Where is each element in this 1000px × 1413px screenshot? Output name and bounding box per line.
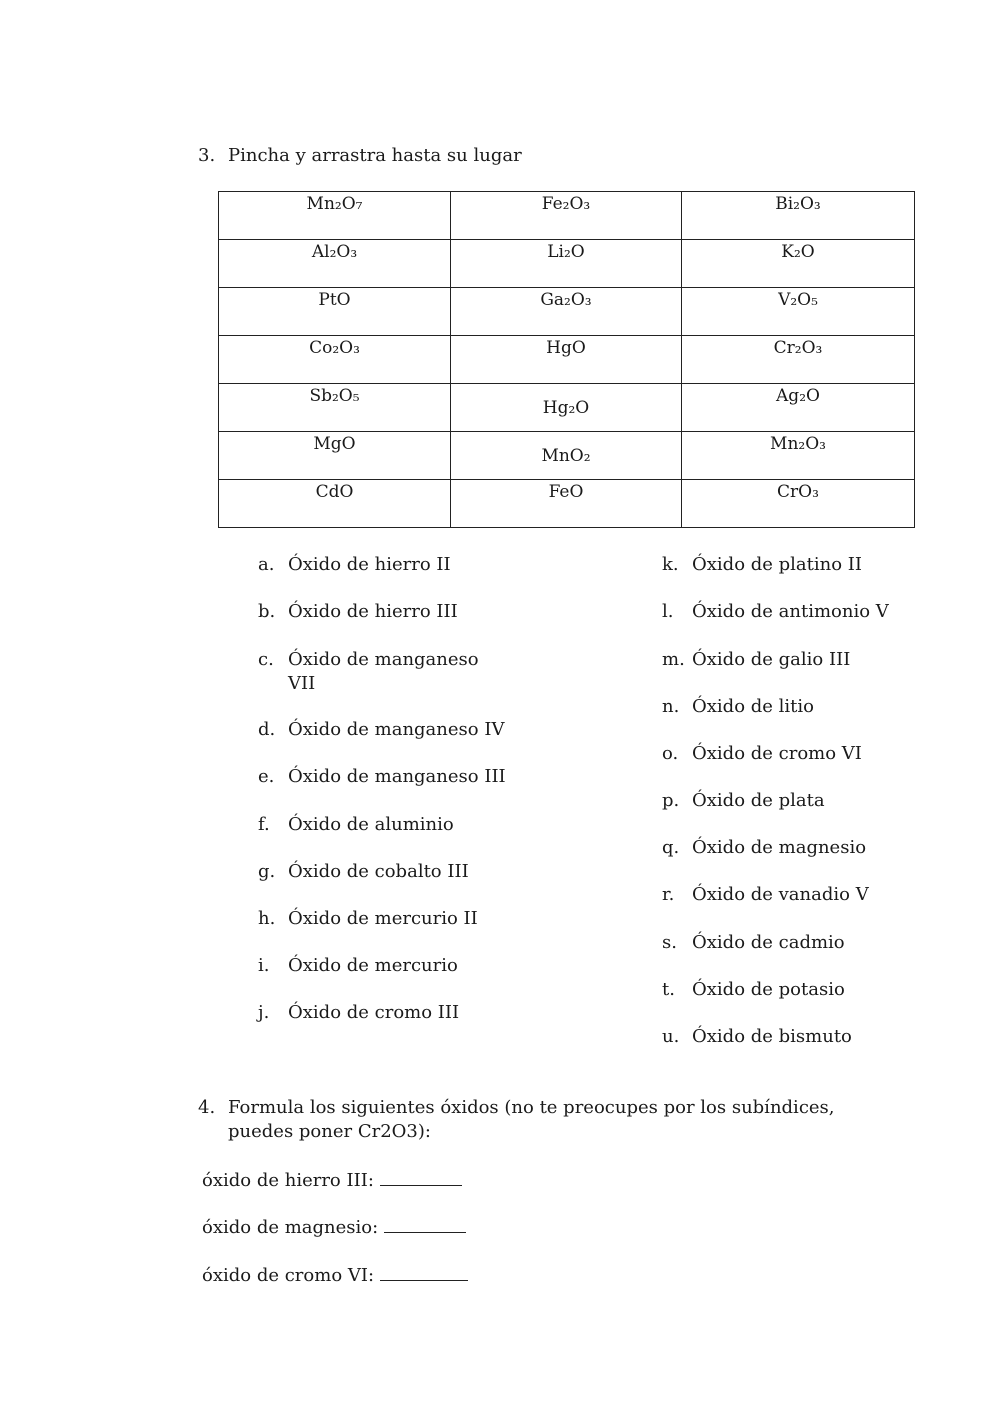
- option-text: Óxido de antimonio V: [692, 601, 889, 622]
- formula-cell[interactable]: Ag₂O: [682, 384, 915, 432]
- table-row: [219, 432, 915, 480]
- option-item-e[interactable]: e. Óxido de manganeso III: [258, 766, 506, 787]
- formula-cell[interactable]: MgO: [219, 432, 451, 480]
- option-text: Óxido de aluminio: [288, 814, 454, 835]
- formula-cell[interactable]: Li₂O: [451, 240, 682, 288]
- table-row: [219, 480, 915, 528]
- option-item-p[interactable]: p. Óxido de plata: [662, 790, 825, 811]
- formula-cell[interactable]: MnO₂: [451, 432, 682, 480]
- option-text: Óxido de cromo III: [288, 1002, 460, 1023]
- option-text: Óxido de cadmio: [692, 932, 845, 953]
- option-text: Óxido de magnesio: [692, 837, 867, 858]
- option-text: Óxido de litio: [692, 696, 814, 717]
- prompt-magnesio: [202, 1214, 466, 1240]
- option-item-j[interactable]: j. Óxido de cromo III: [258, 1002, 460, 1023]
- formula-table: [218, 191, 915, 528]
- option-item-r[interactable]: r. Óxido de vanadio V: [662, 884, 869, 905]
- option-text: Óxido de galio III: [692, 649, 851, 670]
- option-text: Óxido de manganeso IV: [288, 719, 505, 740]
- formula-cell[interactable]: CrO₃: [682, 480, 915, 528]
- question-4-number: 4.: [198, 1097, 216, 1118]
- prompt-hierro-iii: [202, 1167, 462, 1193]
- prompt-cromo-vi: [202, 1262, 468, 1288]
- option-text: Óxido de cromo VI: [692, 743, 862, 764]
- formula-cell[interactable]: K₂O: [682, 240, 915, 288]
- option-text: Óxido de vanadio V: [692, 884, 869, 905]
- formula-cell[interactable]: HgO: [451, 336, 682, 384]
- formula-cell[interactable]: Al₂O₃: [219, 240, 451, 288]
- table-row: [219, 192, 915, 240]
- formula-cell[interactable]: FeO: [451, 480, 682, 528]
- formula-cell[interactable]: Mn₂O₇: [219, 192, 451, 240]
- option-text: Óxido de hierro III: [288, 601, 458, 622]
- formula-cell[interactable]: Bi₂O₃: [682, 192, 915, 240]
- option-item-l[interactable]: l. Óxido de antimonio V: [662, 601, 889, 622]
- formula-cell[interactable]: CdO: [219, 480, 451, 528]
- option-item-m[interactable]: m. Óxido de galio III: [662, 649, 851, 670]
- option-item-t[interactable]: t. Óxido de potasio: [662, 979, 845, 1000]
- formula-cell[interactable]: Sb₂O₅: [219, 384, 451, 432]
- question-4-heading: [198, 1096, 878, 1144]
- question-3-number: 3.: [198, 145, 216, 166]
- option-item-o[interactable]: o. Óxido de cromo VI: [662, 743, 862, 764]
- option-text: Óxido de manganeso III: [288, 766, 506, 787]
- table-row: [219, 288, 915, 336]
- question-4-text: Formula los siguientes óxidos (no te preocupes por los subíndices, puedes poner Cr2O3):: [228, 1097, 835, 1142]
- answer-blank[interactable]: [380, 1167, 462, 1186]
- option-item-d[interactable]: d. Óxido de manganeso IV: [258, 719, 505, 740]
- option-item-u[interactable]: u. Óxido de bismuto: [662, 1026, 852, 1047]
- option-text: Óxido de manganeso VII: [288, 649, 479, 694]
- formula-cell[interactable]: Fe₂O₃: [451, 192, 682, 240]
- prompt-label: óxido de magnesio:: [202, 1217, 379, 1238]
- option-item-f[interactable]: f. Óxido de aluminio: [258, 814, 454, 835]
- option-item-g[interactable]: g. Óxido de cobalto III: [258, 861, 469, 882]
- option-text: Óxido de cobalto III: [288, 861, 469, 882]
- prompt-label: óxido de cromo VI:: [202, 1265, 375, 1286]
- option-item-h[interactable]: h. Óxido de mercurio II: [258, 908, 478, 929]
- formula-cell[interactable]: Cr₂O₃: [682, 336, 915, 384]
- option-text: Óxido de mercurio: [288, 955, 458, 976]
- option-text: Óxido de bismuto: [692, 1026, 852, 1047]
- formula-cell[interactable]: Co₂O₃: [219, 336, 451, 384]
- option-text: Óxido de plata: [692, 790, 825, 811]
- table-row: [219, 336, 915, 384]
- formula-cell[interactable]: PtO: [219, 288, 451, 336]
- option-item-i[interactable]: i. Óxido de mercurio: [258, 955, 458, 976]
- option-text: Óxido de potasio: [692, 979, 845, 1000]
- option-item-q[interactable]: q. Óxido de magnesio: [662, 837, 867, 858]
- answer-blank[interactable]: [384, 1214, 466, 1233]
- formula-cell[interactable]: Mn₂O₃: [682, 432, 915, 480]
- formula-cell[interactable]: Hg₂O: [451, 384, 682, 432]
- option-item-a[interactable]: a. Óxido de hierro II: [258, 554, 451, 575]
- option-item-k[interactable]: k. Óxido de platino II: [662, 554, 863, 575]
- table-row: [219, 384, 915, 432]
- table-row: [219, 240, 915, 288]
- question-3-text: Pincha y arrastra hasta su lugar: [228, 145, 522, 166]
- option-text: Óxido de platino II: [692, 554, 863, 575]
- option-item-b[interactable]: b. Óxido de hierro III: [258, 601, 458, 622]
- option-item-c[interactable]: c. Óxido de manganeso VII: [258, 648, 488, 696]
- question-3-heading: [198, 144, 522, 168]
- option-item-s[interactable]: s. Óxido de cadmio: [662, 932, 845, 953]
- prompt-label: óxido de hierro III:: [202, 1170, 374, 1191]
- answer-blank[interactable]: [380, 1262, 468, 1281]
- formula-cell[interactable]: Ga₂O₃: [451, 288, 682, 336]
- option-text: Óxido de mercurio II: [288, 908, 478, 929]
- formula-cell[interactable]: V₂O₅: [682, 288, 915, 336]
- option-item-n[interactable]: n. Óxido de litio: [662, 696, 814, 717]
- option-text: Óxido de hierro II: [288, 554, 451, 575]
